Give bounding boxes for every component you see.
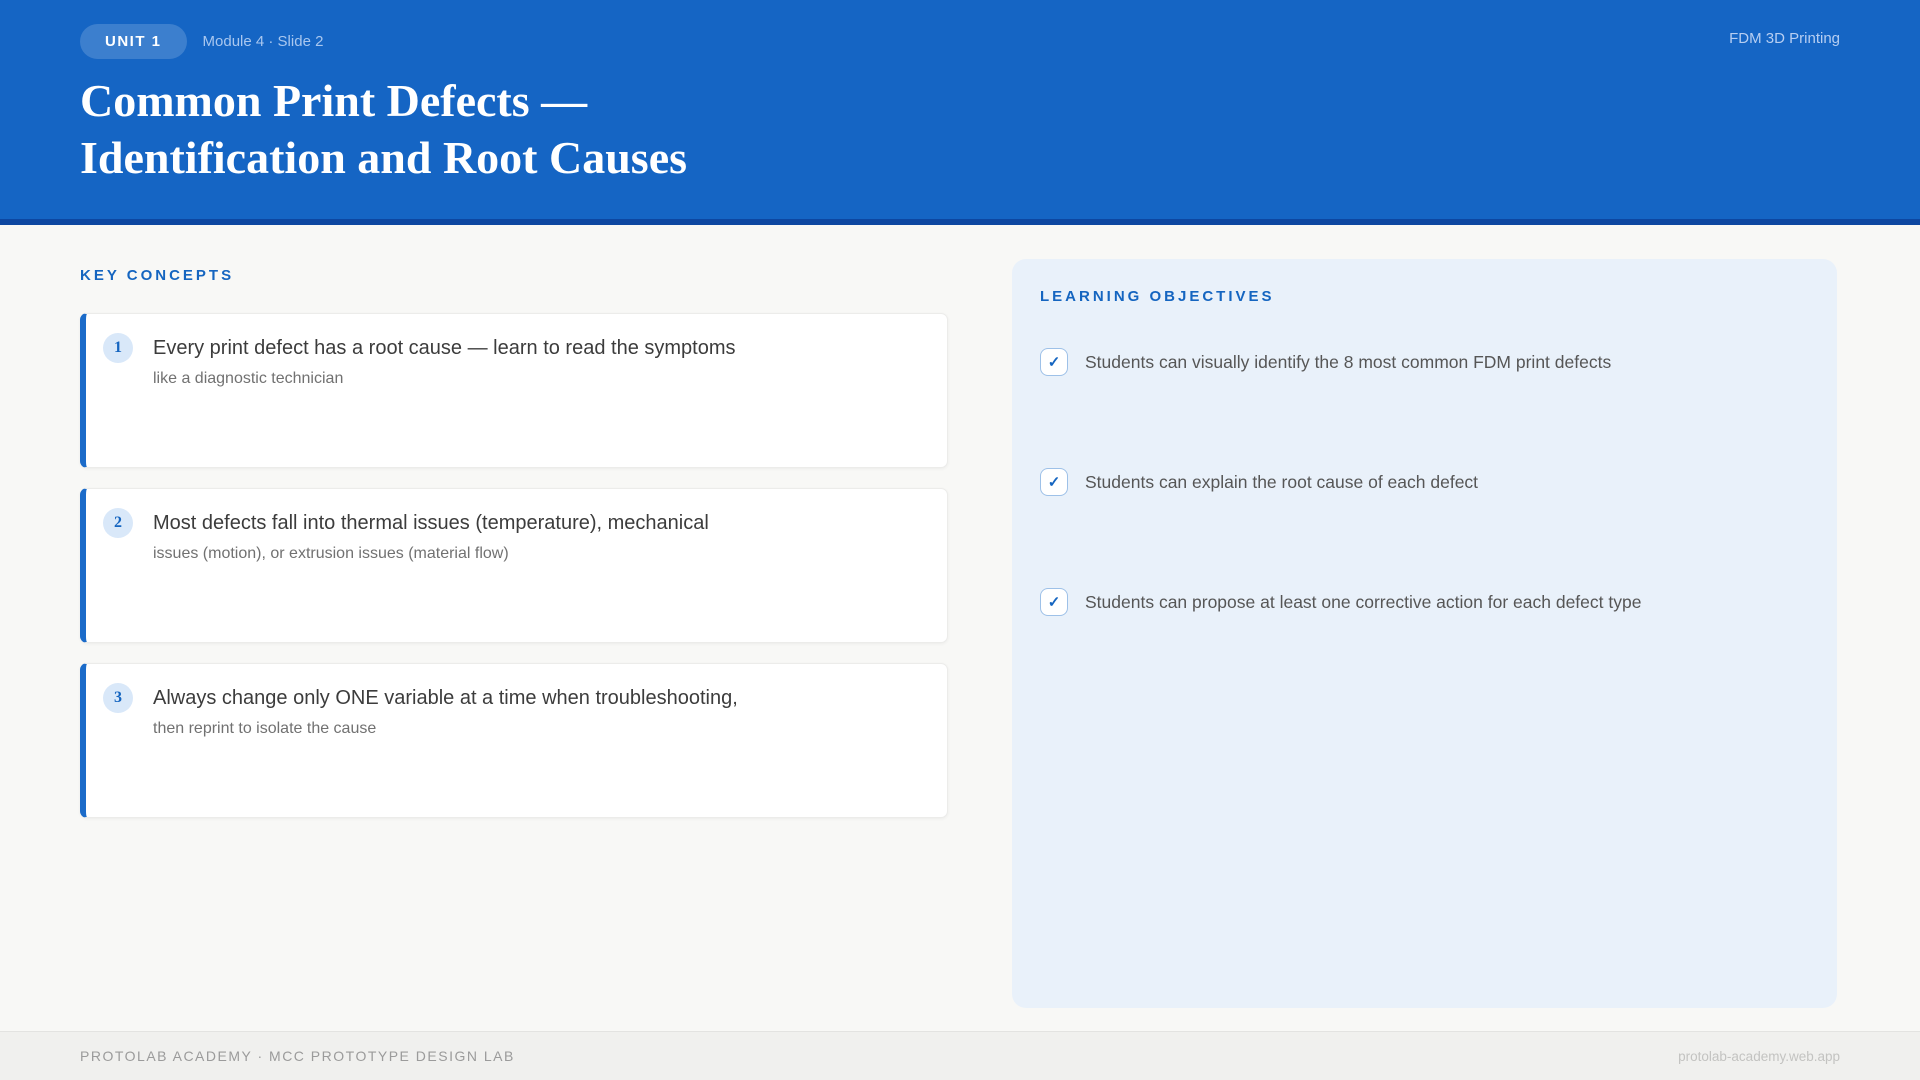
concept-subtitle: like a diagnostic technician (153, 370, 344, 387)
slide-header (0, 0, 1920, 225)
objective-text: Students can propose at least one corrective action for each defect type (1085, 592, 1642, 612)
page-title-line2: Identification and Root Causes (80, 132, 688, 183)
key-concepts-heading: KEY CONCEPTS (80, 267, 235, 284)
concept-number-badge: 2 (103, 508, 133, 538)
objective-text: Students can visually identify the 8 most common FDM print defects (1085, 352, 1612, 372)
concept-subtitle: issues (motion), or extrusion issues (material flow) (153, 545, 509, 562)
concept-title: Every print defect has a root cause — learn to read the symptoms (153, 337, 736, 359)
objective-text: Students can explain the root cause of each defect (1085, 472, 1479, 492)
learning-objectives-heading: LEARNING OBJECTIVES (1040, 288, 1275, 305)
objective-checkbox[interactable]: ✓ (1040, 588, 1068, 616)
unit-badge: UNIT 1 (80, 24, 187, 59)
page-title-line1: Common Print Defects — (80, 75, 588, 126)
concept-number-badge: 1 (103, 333, 133, 363)
concept-title: Always change only ONE variable at a time when troubleshooting, (153, 687, 738, 709)
objective-item-2 (1040, 468, 1809, 496)
page-title (80, 72, 1840, 186)
concept-text-block (153, 333, 736, 467)
concept-card-3 (80, 663, 948, 818)
footer-brand: PROTOLAB ACADEMY · MCC PROTOTYPE DESIGN LAB (80, 1048, 515, 1064)
main-content (0, 225, 1920, 1008)
concept-card-2 (80, 488, 948, 643)
key-concepts-section (80, 225, 948, 838)
objective-checkbox[interactable]: ✓ (1040, 468, 1068, 496)
concept-text-block (153, 508, 709, 642)
objective-item-1 (1040, 348, 1809, 376)
page-footer (0, 1031, 1920, 1080)
concept-text-block (153, 683, 738, 817)
concept-number-badge: 3 (103, 683, 133, 713)
concept-subtitle: then reprint to isolate the cause (153, 720, 377, 737)
concept-title: Most defects fall into thermal issues (temperature), mechanical (153, 512, 709, 534)
concept-card-1 (80, 313, 948, 468)
learning-objectives-panel (1012, 259, 1837, 1008)
breadcrumb: Module 4 · Slide 2 (202, 33, 324, 50)
objective-item-3 (1040, 588, 1809, 616)
course-label: FDM 3D Printing (1729, 30, 1840, 47)
header-badge-row (80, 24, 1840, 59)
footer-url: protolab-academy.web.app (1678, 1048, 1840, 1064)
objective-checkbox[interactable]: ✓ (1040, 348, 1068, 376)
